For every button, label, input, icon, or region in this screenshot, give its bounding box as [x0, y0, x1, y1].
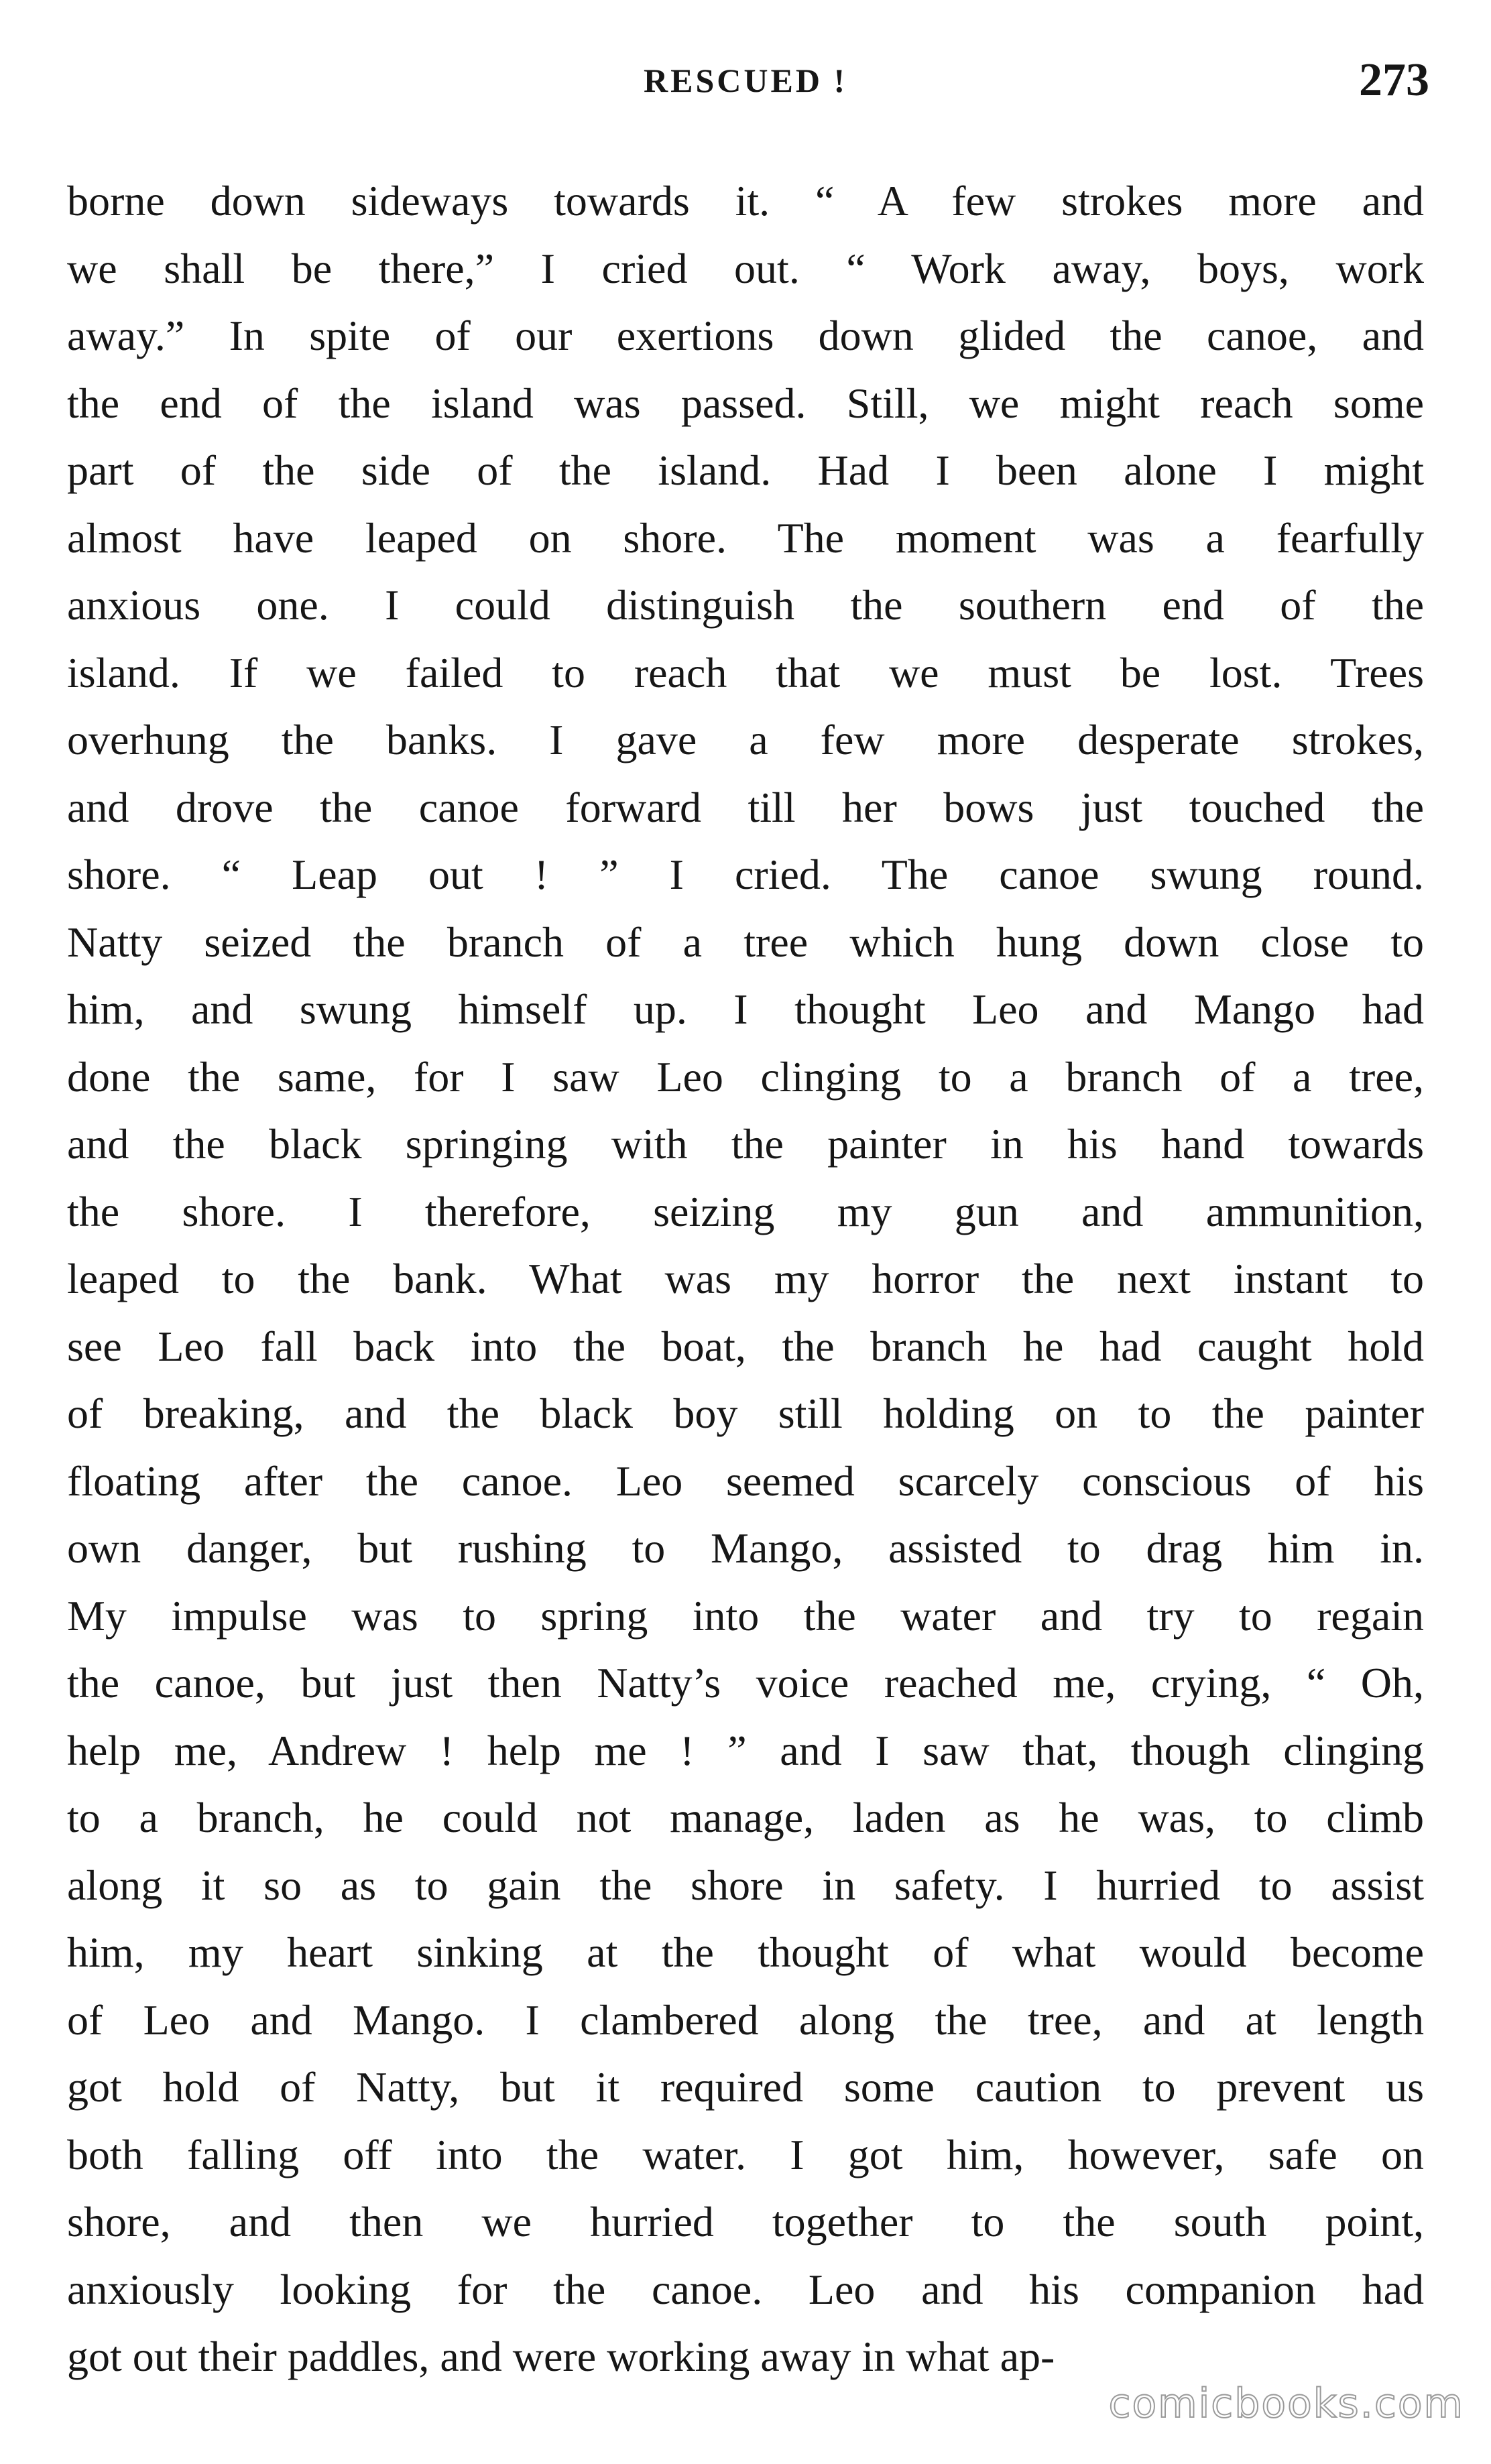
text-line: away.” In spite of our exertions down glided the canoe, and	[67, 312, 1424, 359]
text-line: leaped to the bank. What was my horror the next instant to	[67, 1255, 1424, 1302]
text-line: almost have leaped on shore. The moment was a fearfully	[67, 513, 1424, 562]
text-line: along it so as to gain the shore in safety. I hurried to assist	[67, 1861, 1424, 1909]
text-line: see Leo fall back into the boat, the branch he had caught hold	[67, 1322, 1424, 1370]
text-line: shore, and then we hurried together to the south point,	[67, 2198, 1424, 2245]
text-line: borne down sideways towards it. “ A few strokes more and	[67, 177, 1424, 225]
text-line: the canoe, but just then Natty’s voice reached me, crying, “ Oh,	[67, 1659, 1424, 1707]
text-line: and drove the canoe forward till her bows just touched the	[67, 783, 1424, 831]
text-line: island. If we failed to reach that we must be lost. Trees	[67, 648, 1424, 696]
text-line: part of the side of the island. Had I been alone I might	[67, 446, 1424, 494]
text-line: My impulse was to spring into the water and try to regain	[67, 1591, 1424, 1640]
text-line: overhung the banks. I gave a few more desperate strokes,	[67, 716, 1424, 763]
text-line: of breaking, and the black boy still holding on to the painter	[67, 1390, 1424, 1437]
text-line: got hold of Natty, but it required some caution to prevent us	[67, 2063, 1424, 2111]
text-line: the end of the island was passed. Still, we might reach some	[67, 379, 1424, 427]
text-line: Natty seized the branch of a tree which hung down close to	[67, 918, 1424, 966]
text-line: anxiously looking for the canoe. Leo and his companion had	[67, 2265, 1424, 2313]
text-line: him, and swung himself up. I thought Leo and Mango had	[67, 985, 1424, 1033]
text-line: the shore. I therefore, seizing my gun and ammunition,	[67, 1187, 1424, 1235]
text-line: floating after the canoe. Leo seemed scarcely conscious of his	[67, 1457, 1424, 1505]
text-line: shore. “ Leap out ! ” I cried. The canoe swung round.	[67, 851, 1424, 898]
body-text	[67, 168, 1424, 2391]
text-line: got out their paddles, and were working away in what ap-	[67, 2333, 1055, 2380]
text-line: own danger, but rushing to Mango, assisted to drag him in.	[67, 1524, 1424, 1572]
watermark: comicbooks.com	[1108, 2380, 1464, 2427]
text-line: to a branch, he could not manage, laden as he was, to climb	[67, 1794, 1424, 1841]
text-line: of Leo and Mango. I clambered along the tree, and at length	[67, 1995, 1424, 2044]
running-head: RESCUED !	[644, 62, 848, 99]
text-line: and the black springing with the painter in his hand towards	[67, 1120, 1424, 1168]
text-line: both falling off into the water. I got him, however, safe on	[67, 2130, 1424, 2178]
text-line: we shall be there,” I cried out. “ Work away, boys, work	[67, 244, 1424, 292]
page-number: 273	[1359, 54, 1429, 106]
text-line: done the same, for I saw Leo clinging to a branch of a tree,	[67, 1052, 1424, 1101]
text-line: help me, Andrew ! help me ! ” and I saw that, though clinging	[67, 1726, 1424, 1774]
text-line: him, my heart sinking at the thought of what would become	[67, 1928, 1424, 1976]
text-line: anxious one. I could distinguish the southern end of the	[67, 581, 1424, 629]
